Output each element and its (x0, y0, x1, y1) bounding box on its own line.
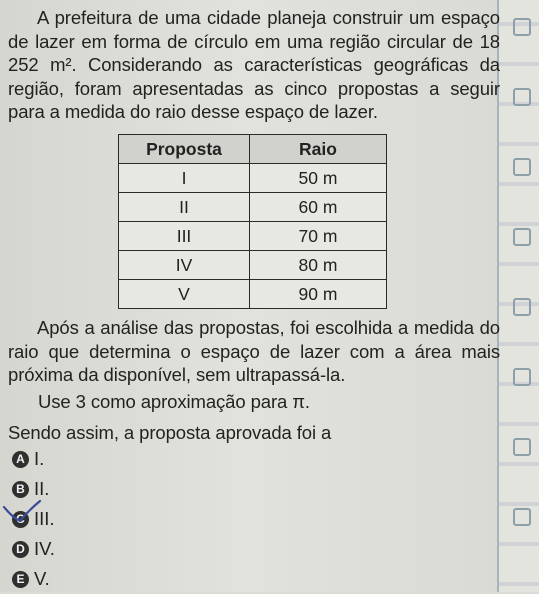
table-cell: IV (119, 251, 250, 280)
border-ornament-icon (513, 228, 531, 246)
table-cell: I (119, 164, 250, 193)
question-paragraph-4: Sendo assim, a proposta aprovada foi a (8, 422, 332, 443)
table-header-row (119, 135, 387, 164)
option-text: III. (34, 508, 55, 529)
table-row (119, 193, 387, 222)
checkmark-icon (2, 499, 42, 525)
border-ornament-icon (513, 508, 531, 526)
table-cell: 60 m (250, 193, 387, 222)
table-row (119, 280, 387, 309)
option-e[interactable] (12, 564, 55, 594)
proposals-table (118, 134, 387, 309)
table-cell: V (119, 280, 250, 309)
option-d[interactable] (12, 534, 55, 564)
table-cell: 70 m (250, 222, 387, 251)
table-cell: 80 m (250, 251, 387, 280)
border-ornament-icon (513, 368, 531, 386)
table-header-cell: Raio (250, 135, 387, 164)
option-letter-badge: C (12, 511, 29, 528)
question-paragraph-2: Após a análise das propostas, foi escolhida a medida do raio que determina o espaço de lazer com a área mais próxima da disponível, sem ultrapassá-la. (8, 317, 500, 385)
table-cell: 90 m (250, 280, 387, 309)
table-row (119, 164, 387, 193)
border-ornament-icon (513, 438, 531, 456)
table-row (119, 251, 387, 280)
table-row (119, 222, 387, 251)
border-ornament-icon (513, 158, 531, 176)
option-letter-badge: D (12, 541, 29, 558)
table-cell: III (119, 222, 250, 251)
table-header-cell: Proposta (119, 135, 250, 164)
table-cell: 50 m (250, 164, 387, 193)
border-ornament-icon (513, 88, 531, 106)
border-ornament-icon (513, 298, 531, 316)
option-text: I. (34, 448, 45, 469)
option-letter-badge: E (12, 571, 29, 588)
question-paragraph-1: A prefeitura de uma cidade planeja construir um espaço de lazer em forma de círculo em uma região circular de 18 252 m². Considerando as características geográficas da região, foram apresentadas as cinco propostas a seguir para a medida do raio desse espaço de lazer. (8, 7, 500, 122)
border-ornament-icon (513, 18, 531, 36)
option-letter-badge: A (12, 451, 29, 468)
option-a[interactable] (12, 444, 55, 474)
table-cell: II (119, 193, 250, 222)
decorative-border (497, 0, 539, 592)
question-paragraph-3: Use 3 como aproximação para π. (38, 391, 310, 412)
option-letter-badge: B (12, 481, 29, 498)
option-text: II. (34, 478, 50, 499)
option-text: IV. (34, 538, 55, 559)
option-text: V. (34, 568, 50, 589)
